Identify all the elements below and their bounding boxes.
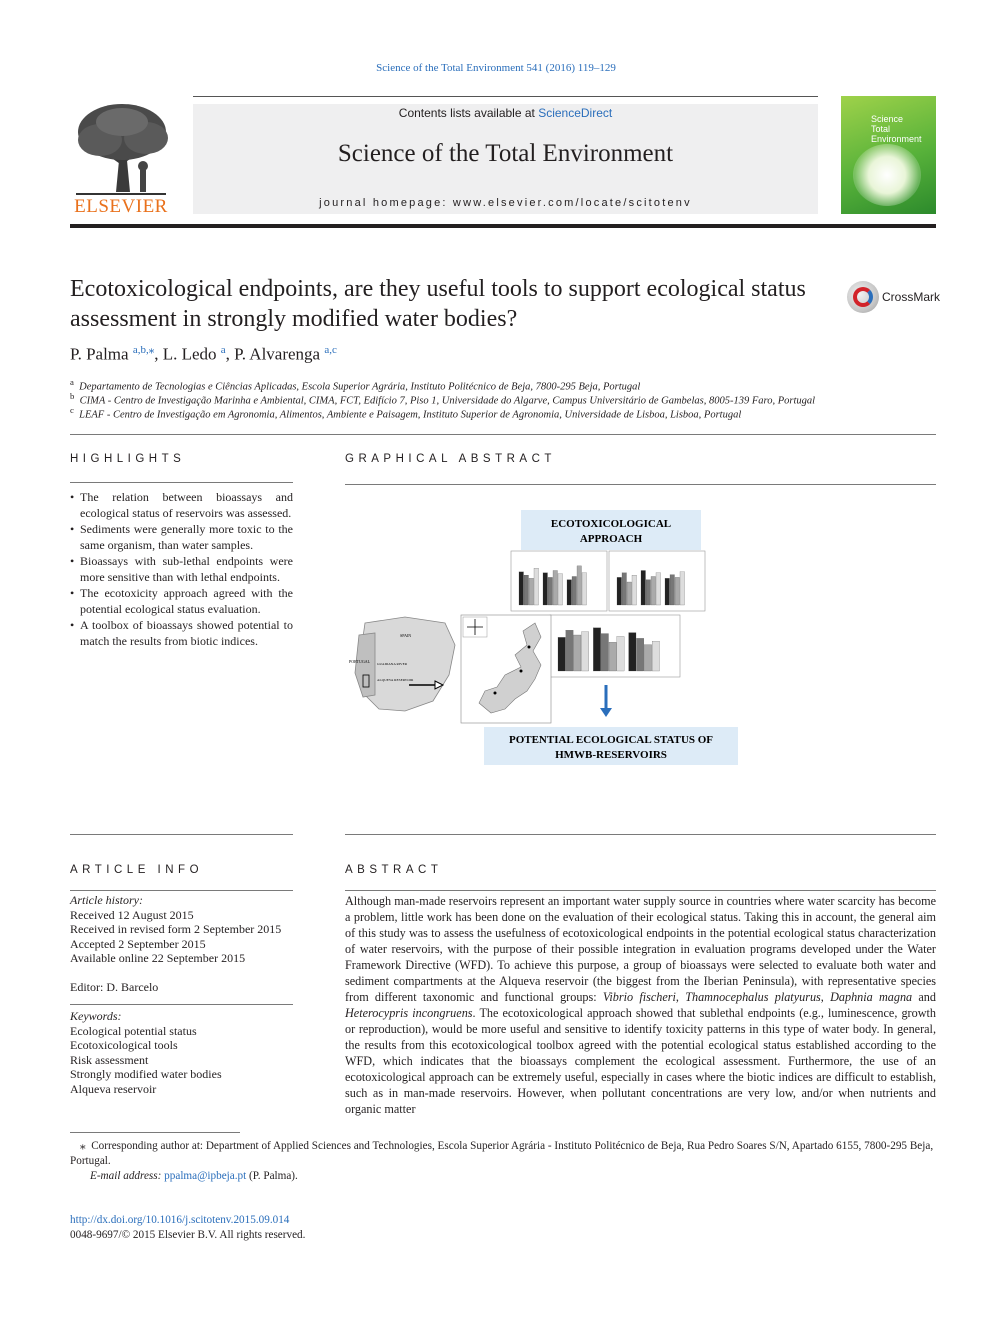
history-label: Article history: xyxy=(70,893,143,907)
crossmark-icon xyxy=(847,281,879,313)
revised-date: Received in revised form 2 September 2015 xyxy=(70,922,282,936)
chart-bar xyxy=(627,582,632,605)
chart-bar xyxy=(670,575,675,605)
elsevier-logo[interactable] xyxy=(70,100,172,218)
left-column-rule xyxy=(70,834,293,835)
species-name: Vibrio fischeri xyxy=(602,990,676,1004)
graphical-abstract-rule xyxy=(345,484,936,485)
chart-bar xyxy=(601,634,608,671)
sciencedirect-link[interactable]: ScienceDirect xyxy=(538,106,613,120)
chart-bar xyxy=(529,578,534,605)
chart-bar xyxy=(558,574,563,605)
keyword: Alqueva reservoir xyxy=(70,1081,157,1096)
chart-bar xyxy=(629,633,636,671)
chart-bar xyxy=(593,628,600,671)
chart-bar xyxy=(609,642,616,671)
list-item: • The ecotoxicity approach agreed with the potential ecological status evaluation. xyxy=(70,585,293,617)
abstract-separator: , xyxy=(675,990,686,1004)
article-history xyxy=(70,893,281,966)
list-item: • A toolbox of bioassays showed potential to match the results from biotic indices. xyxy=(70,617,293,649)
cover-flower-image xyxy=(853,144,921,206)
chart-bar xyxy=(582,573,587,605)
status-box-line2: HMWB-RESERVOIRS xyxy=(555,749,667,761)
chart-bar xyxy=(524,575,529,605)
tree-icon xyxy=(70,100,172,196)
email-suffix: (P. Palma). xyxy=(246,1170,298,1182)
contents-line xyxy=(193,106,818,120)
reservoir-map xyxy=(461,615,551,723)
graphical-abstract-heading: GRAPHICAL ABSTRACT xyxy=(345,453,556,465)
chart-bar xyxy=(617,577,622,605)
affiliation-text: CIMA - Centro de Investigação Marinha e Ambiental, CIMA, FCT, Edifício 7, Piso 1, Universidade do Algarve, Campus Universitário de Gambelas, 8005-139 Faro, Portugal xyxy=(79,395,816,407)
iberia-map xyxy=(347,613,457,713)
author-name: L. Ledo xyxy=(162,344,217,364)
chart-bar xyxy=(534,568,539,605)
chart-bar xyxy=(617,636,624,671)
chart-bar xyxy=(651,576,656,605)
chart-bar xyxy=(637,638,644,671)
chart-bar xyxy=(548,577,553,605)
accepted-date: Accepted 2 September 2015 xyxy=(70,936,206,951)
map-label-portugal: PORTUGAL xyxy=(349,659,371,664)
species-name: Daphnia magna xyxy=(830,990,913,1004)
keywords-block xyxy=(70,1009,222,1096)
keywords-rule xyxy=(70,1004,293,1005)
article-info-rule xyxy=(70,890,293,891)
email-link[interactable]: ppalma@ipbeja.pt xyxy=(164,1170,247,1182)
author-name: P. Palma xyxy=(70,344,129,364)
status-box-line1: POTENTIAL ECOLOGICAL STATUS OF xyxy=(508,734,714,746)
affiliation-text: Departamento de Tecnologias e Ciências Aplicadas, Escola Superior Agrária, Instituto Politécnico de Beja, 7800-295 Beja, Portugal xyxy=(79,381,641,393)
elsevier-wordmark: ELSEVIER xyxy=(74,196,168,217)
cover-title-line2: Total Environment xyxy=(871,124,922,144)
crossmark-label: CrossMark xyxy=(882,290,941,304)
journal-cover[interactable] xyxy=(841,96,936,214)
header-top-rule xyxy=(193,96,818,97)
journal-reference[interactable]: Science of the Total Environment 541 (2016) 119–129 xyxy=(376,62,616,74)
species-name: Heterocypris incongruens xyxy=(345,1006,473,1020)
chart-bar xyxy=(644,645,651,671)
chart-bar xyxy=(632,575,637,605)
author-name: P. Alvarenga xyxy=(234,344,321,364)
article-title: Ecotoxicological endpoints, are they useful tools to support ecological status assessment in strongly modified water bodies? xyxy=(70,276,806,332)
chart-bar xyxy=(582,632,589,671)
affiliations-divider xyxy=(70,434,936,435)
chart-bar xyxy=(566,630,573,671)
abstract-part1: Although man-made reservoirs represent an important water supply source in countries where water scarcity has become a problem, little work has been done on the evaluation of their ecological status. Taking this in account, the general aim of this study was to assess the usefulness of ecotoxicological endpoints in the potential ecological status characterization of water reservoirs, with the purpose of their possible integration in evaluation programs developed under the Water Framework Directive (WFD). To achieve this purpose, a group of bioassays were selected to evaluate both water and sediment compartments at the Alqueva reservoir (the biggest from the Iberian Peninsula), with representative species from different taxonomic and functional groups: xyxy=(345,894,936,1004)
contents-prefix: Contents lists available at xyxy=(398,106,539,120)
abstract-separator: and xyxy=(912,990,936,1004)
chart-bar xyxy=(558,637,565,671)
cover-title xyxy=(871,114,936,144)
affiliation xyxy=(70,405,741,421)
chart-bar xyxy=(675,577,680,605)
bar-chart-2 xyxy=(609,551,705,611)
received-date: Received 12 August 2015 xyxy=(70,907,194,922)
chart-bar xyxy=(680,572,685,605)
chart-bar xyxy=(519,572,524,605)
keyword: Risk assessment xyxy=(70,1052,149,1067)
affiliation-label: a xyxy=(70,377,74,387)
doi-link[interactable]: http://dx.doi.org/10.1016/j.scitotenv.2015.09.014 xyxy=(70,1214,290,1226)
abstract-separator: , xyxy=(820,990,831,1004)
keyword: Ecological potential status xyxy=(70,1023,197,1038)
species-name: Thamnocephalus platyurus xyxy=(685,990,821,1004)
abstract-rule xyxy=(345,890,936,891)
list-item: • Sediments were generally more toxic to the same organism, than water samples. xyxy=(70,521,293,553)
crossmark-badge[interactable] xyxy=(847,281,939,315)
keyword: Strongly modified water bodies xyxy=(70,1067,222,1081)
journal-homepage[interactable]: journal homepage: www.elsevier.com/locate/scitotenv xyxy=(319,197,692,209)
author-list: P. Palma $^{a,b,⁎}$, L. Ledo $^a$, P. Alvarenga $^{a,c}$ xyxy=(70,344,337,364)
author-affil-ref[interactable]: a,b, xyxy=(132,344,149,356)
chart-bar xyxy=(567,580,572,605)
highlights-rule xyxy=(70,482,293,483)
copyright: 0048-9697/© 2015 Elsevier B.V. All rights reserved. xyxy=(70,1229,306,1241)
chart-bar xyxy=(652,641,659,671)
ecotox-box-line2: APPROACH xyxy=(579,533,643,545)
right-column-rule xyxy=(345,834,936,835)
list-item: • The relation between bioassays and ecological status of reservoirs was assessed. xyxy=(70,489,293,521)
chart-bar xyxy=(553,571,558,606)
header-divider xyxy=(70,224,936,228)
map-label-reservoir: ALQUEVA RESERVOIR xyxy=(377,678,414,682)
bar-chart-3 xyxy=(550,615,680,677)
chart-bar xyxy=(543,573,548,605)
keyword: Ecotoxicological tools xyxy=(70,1038,178,1052)
online-date: Available online 22 September 2015 xyxy=(70,951,246,965)
affiliation-label: c xyxy=(70,405,74,415)
footnote-mark: ⁎ xyxy=(80,1140,86,1152)
chart-bar xyxy=(646,580,651,605)
map-label-spain: SPAIN xyxy=(400,633,412,638)
footnote-rule xyxy=(70,1132,240,1133)
journal-title: Science of the Total Environment xyxy=(337,140,674,167)
chart-bar xyxy=(577,566,582,605)
author-affil-ref[interactable]: a,c xyxy=(324,344,337,356)
chart-bar xyxy=(656,573,661,605)
affiliation-label: b xyxy=(70,391,75,401)
corresponding-author-mark[interactable]: ⁎ xyxy=(148,344,155,356)
bar-chart-1 xyxy=(511,551,607,611)
cover-title-line1: Science xyxy=(871,114,904,124)
abstract-heading: ABSTRACT xyxy=(345,864,443,876)
footnote-text: Corresponding author at: Department of Applied Sciences and Technologies, Escola Superior Agrária - Instituto Politécnico de Beja, Rua Pedro Soares S/N, Apartado 6155, 7800-295 Beja, Portugal. xyxy=(70,1140,934,1167)
chart-bar xyxy=(641,571,646,606)
highlights-heading: HIGHLIGHTS xyxy=(70,453,186,465)
chart-bar xyxy=(622,573,627,605)
keywords-label: Keywords: xyxy=(70,1009,122,1023)
graphical-abstract-figure[interactable] xyxy=(345,505,755,770)
abstract-text xyxy=(345,893,936,1117)
article-info-heading: ARTICLE INFO xyxy=(70,864,204,876)
editor: Editor: D. Barcelo xyxy=(70,980,159,994)
highlights-list xyxy=(70,489,293,649)
chart-bar xyxy=(665,578,670,605)
author-affil-ref[interactable]: a xyxy=(220,344,226,356)
abstract-part2: . The ecotoxicological approach showed that sublethal endpoints (e.g., luminescence, growth or reproduction), would be more useful and sensitive to identify toxicity patterns in this type of water body. In general, the results from this ecotoxicological toolbox agreed with the potential ecological status established according to the WFD, which indicates that the bioassays complement the ecological assessment. Furthermore, the use of an ecotoxicological approach can be extremely useful, especially in cases where the biotic indices are difficult to establish, such as in man-made reservoirs. However, when pollutant concentrations are very low, and/or when nutrients and organic matter xyxy=(345,1006,936,1116)
list-item: • Bioassays with sub-lethal endpoints were more sensitive than with lethal endpoints. xyxy=(70,553,293,585)
map-label-river: GUADIANA RIVER xyxy=(377,662,408,666)
corresponding-footnote xyxy=(70,1139,936,1184)
email-label: E-mail address: xyxy=(90,1170,165,1182)
ecotox-box-line1: ECOTOXICOLOGICAL xyxy=(550,518,672,530)
chart-bar xyxy=(574,635,581,671)
chart-bar xyxy=(572,576,577,605)
affiliation-text: LEAF - Centro de Investigação em Agronomia, Alimentos, Ambiente e Paisagem, Instituto Superior de Agronomia, Universidade de Lisboa, Lisboa, Portugal xyxy=(79,409,742,421)
